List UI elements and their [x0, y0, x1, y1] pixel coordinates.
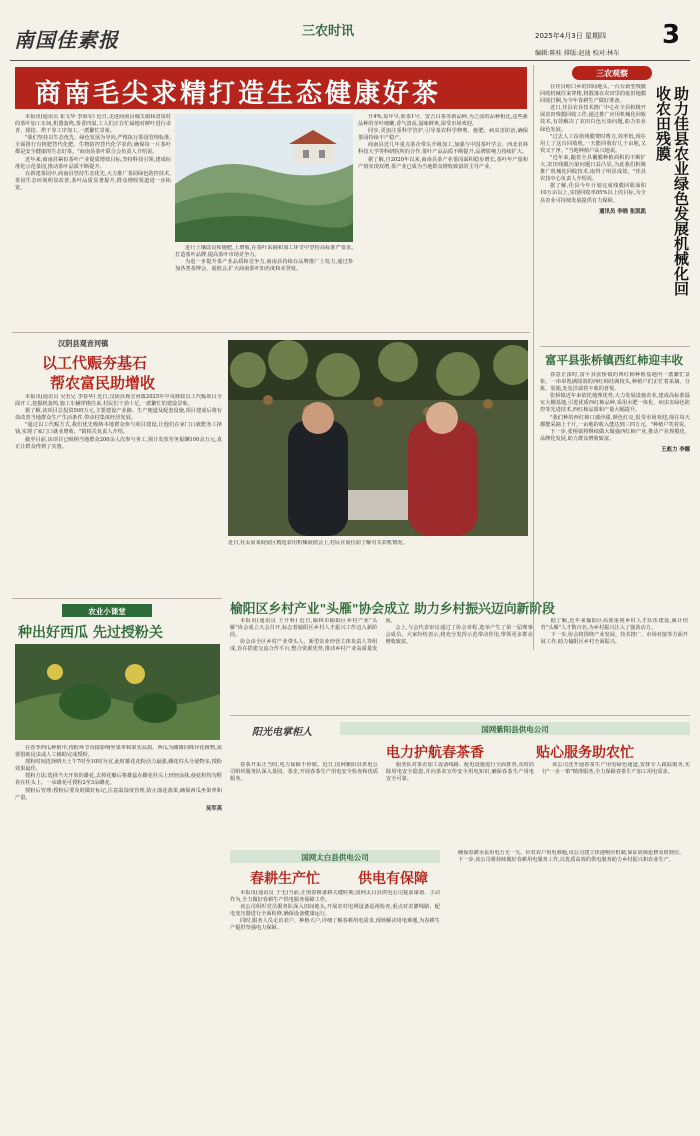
sidebar-rule [540, 346, 690, 347]
bottom-rule [230, 715, 690, 716]
watermelon-field-illustration [15, 644, 220, 740]
agri-class-paragraph: 授粉后管理:授粉后要及时做好标记,注意温湿度管理,防止落花落果,确保西瓜坐果率和产量。 [15, 787, 222, 801]
sidebar-byline: 通讯员 李晓 张凯凯 [599, 208, 646, 215]
agri-class-tag [62, 604, 152, 617]
yulin-paragraph: 据了解,近年来榆阳区高度重视乡村人才队伍建设,累计培育"头雁"人才数百名,为乡村振兴注入了强劲动力。 [540, 618, 688, 632]
paper-name: 南国佳素报 [14, 28, 119, 52]
page-number: 3 [662, 20, 681, 50]
yulin-article [230, 618, 688, 714]
sidebar-paragraph: 在佳县峪口乡的田间地头,一台台新型残膜回收机械往来穿梭,将散落在农田里的废旧地膜回收打捆,为今年春耕生产做好准备。 [540, 84, 646, 105]
lead-article-mid [175, 245, 353, 325]
main-photo-caption: 近日,在太原某商贸区精选农用机械展销会上,村民在展位前了解有关农机情况。 [228, 540, 408, 546]
lead-paragraph: "我们坚持以生态优先、绿色发展为导向,严格执行茶园管理标准,全面推行有机肥替代化肥、生物防控替代化学农药,确保每一片茶叶都是安全健康的生态好茶。"商南县茶叶联合会负责人介绍说。 [15, 135, 171, 156]
lead-right-paragraph: 同步,更加注重科学管护,引导茶农科学修剪、施肥、病虫害防治,确保茶园持续丰产稳产。 [358, 128, 528, 142]
masthead [0, 0, 700, 62]
ziyang-article [230, 762, 690, 842]
taibai-paragraph: 该公司组织党员服务队深入田间地头,开展农村电网设备巡视检查,重点对农灌线路、配电变压器进行全面检修,确保设备健康运行。 [230, 904, 440, 918]
editors-line: 编辑:陈桂 排版:赵迪 校对:林东 [535, 50, 620, 57]
yulin-paragraph: 下一步,协会将围绕产业发展、技术推广、市场对接等方面开展工作,助力榆阳区乡村全面振兴。 [540, 632, 688, 646]
sidebar-paragraph: 近日,佳县农业技术推广中心在全县积极开展农田残膜回收工作,通过推广应用机械化回收技术,有效解决了农田白色污染问题,助力农业绿色发展。 [540, 105, 646, 133]
weave-paragraph: 本报讯(通讯员 吴若兄 李春华) 近日,汉阴县观音河镇2025年中央财政以工代赈项目全面开工,挖掘机轰鸣,施工车辆穿梭往来,村民们干劲十足,一派繁忙的建设景象。 [15, 394, 222, 408]
lead-right-paragraph: 商南县近几年重点茶企带头升级加工,加强与中国茶叶学会、西北农林科技大学等科研院所的合作,茶叶产品品质不断提升,品牌影响力持续扩大。 [358, 142, 528, 156]
taibai-article [230, 890, 440, 1130]
column-tag [572, 66, 652, 80]
sidebar-paragraph: "过去人工捡拾残膜费时费力,效率低,现在用上了这台回收机,一天能回收好几十亩地,又快又干净。"当地种植户高兴地说。 [540, 133, 646, 154]
weekday: 星期四 [584, 32, 606, 40]
yulin-headline: 榆阳区乡村产业"头雁"协会成立 助力乡村振兴迈向新阶段 [230, 602, 555, 617]
taibai-article-right [448, 850, 690, 1130]
taibai-paragraph: 本报讯(通讯员 于无)当前,正值春耕备耕关键时期,国网太白县供电公司提前谋划、主动作为,全力做好春耕生产供电服务保障工作。 [230, 890, 440, 904]
ziyang-org: 国网紫阳县供电公司 [481, 725, 549, 734]
ziyang-headline-b: 贴心服务助农忙 [536, 745, 634, 761]
lead-article-left [15, 114, 171, 326]
ziyang-paragraph: 该公司还开通春茶生产用电绿色通道,安排专人跟踪服务,实行"一企一策"精准服务,全力保障春茶生产加工用电需求。 [542, 762, 690, 776]
lead-paragraph: 本报讯(通讯员 崔文华 李海军) 近日,走进商南县城关镇和清泉村的茶叶加工车间,机器轰鸣,茶香四溢,工人们正在忙碌地对鲜叶进行杀青、揉捻、烘干等工序加工,一派繁忙景象。 [15, 114, 171, 135]
lead-mid-paragraph: 进行土壤改良和施肥,上增收,在茶叶采摘和加工环节中坚持高标准严要求,打造茶叶品牌,提高茶叶市场竞争力。 [175, 245, 353, 259]
sidebar-paragraph: "近年来,随着全县覆膜种植面积的不断扩大,农田残膜污染问题日益凸显,为此我们积极推广机械化回收技术,取得了明显成效。"佳县农技中心负责人介绍说。 [540, 154, 646, 183]
agri-class-byline: 吴军英 [205, 805, 222, 812]
yulin-paragraph: 协会由全区乡村产业带头人、新型农业经营主体负责人等组成,旨在搭建交流合作平台,整合资源优势,推动乡村产业高质量发展。 [230, 618, 396, 653]
tea-garden-photo [175, 114, 353, 242]
ziyang-paragraph: 春茶开采正当时,电力保障不停歇。近日,国网紫阳县供电公司组织服务队深入茶园、茶企,开展春茶生产用电安全检查和优质服务。 [230, 762, 378, 783]
lead-paragraph: 在新建茶园中,商南县坚持生态优先,大力推广茶园绿色防控技术,茶园生态环境明显改善,茶叶品质显著提升,群众增收渠道进一步拓宽。 [15, 170, 171, 191]
ziyang-headline-a: 电力护航春茶香 [386, 745, 484, 761]
weave-article [15, 394, 222, 597]
sidebar-article2-headline: 富平县张桥镇西红柿迎丰收 [545, 353, 683, 367]
tea-garden-illustration [175, 114, 353, 242]
lead-article-right [358, 114, 528, 326]
yulin-paragraph: 会上,与会代表审议通过了协会章程,选举产生了第一届理事会成员。大家纷纷表示,将充分发挥示范带动作用,带领更多群众增收致富。 [385, 625, 533, 646]
kiwi-orchard-illustration [228, 340, 528, 536]
lead-bottom-rule [12, 332, 530, 333]
lead-banner [15, 67, 527, 109]
taibai-headline-a: 春耕生产忙 [250, 871, 320, 887]
sidebar-vertical-headline: 助力佳县农业绿色发展机械化回收农田残膜 [654, 86, 690, 296]
agri-class-tag-label: 农业小课堂 [88, 607, 126, 616]
issue-date [535, 31, 606, 41]
ziyang-tag: 阳光电掌柜人 [252, 727, 312, 738]
weave-paragraph: "通过以工代赈方式,我们优先吸纳本地群众参与项目建设,让他们在家门口就能务工挣钱,实现了家门口就业增收。"镇相关负责人介绍。 [15, 422, 222, 436]
column-rule [533, 65, 534, 650]
lead-mid-paragraph: 为进一步提升茶产业品质和竞争力,商南县持续在品牌推广上发力,通过参加各类茶博会、展销会,扩大商南茶叶知名度和美誉度。 [175, 259, 353, 273]
lead-right-paragraph: 据了解,自2020年以来,商南县茶产业茶园面积稳步增长,茶叶年产量和产值实现双增,茶产业已成为当地群众增收致富的主导产业。 [358, 156, 528, 170]
sidebar-article2-paragraph: 张桥镇近年来依托地理优势,大力发展设施农业,建成高标准温室大棚基地,引进优质西红柿品种,采用水肥一体化、病虫害绿色防控等先进技术,西红柿品质和产量大幅提升。 [540, 393, 690, 414]
weave-headline-1: 以工代赈夯基石 [42, 354, 148, 372]
weave-headline-2: 帮农富民助增收 [50, 374, 156, 392]
date: 2025年4月3日 [535, 32, 583, 40]
taibai-org-band [230, 850, 440, 863]
main-photo [228, 340, 528, 536]
mid-rule [12, 598, 222, 599]
agri-class-article [15, 745, 222, 1130]
agri-class-paragraph: 在春季西瓜种植中,授粉环节直接影响坐果率和果实品质。西瓜为雌雄同株异花植物,需要借助昆虫或人工辅助完成授粉。 [15, 745, 222, 759]
weave-paragraph: 据了解,该项目总投资500万元,主要建设产业路、生产便道及配套设施,项目建成后将有效改善当地群众生产生活条件,带动村集体经济发展。 [15, 408, 222, 422]
lead-paragraph: 近年来,商南县紧扣茶叶产业提质增效目标,坚持科技引领,建成标准化示范茶园,推动茶叶品质不断提升。 [15, 156, 171, 170]
ziyang-org-band [340, 722, 690, 735]
sidebar-paragraph: 据了解,佳县今年计划完成残膜回收面积10万亩以上,实现回收率85%以上的目标,为全县农业可持续发展提供有力保障。 [540, 183, 646, 204]
masthead-rule [10, 60, 690, 61]
sidebar-article2-paragraph: 下一步,张桥镇将继续做大做强西红柿产业,推动产业规模化、品牌化发展,助力群众增收致富。 [540, 428, 690, 442]
yulin-paragraph: 本报讯(通讯员 王升科) 近日,榆林市榆阳区乡村产业"头雁"协会成立大会召开,标志着榆阳区乡村人才振兴工作迈入新阶段。 [230, 618, 378, 639]
weave-tag: 汉阴县观音河镇 [58, 339, 109, 348]
taibai-right-paragraph: 下一步,该公司将持续做好春耕用电服务工作,以优质高效的供电服务助力乡村振兴和农业生产。 [458, 857, 674, 864]
watermelon-photo [15, 644, 220, 740]
agri-class-paragraph: 授粉方法:选择当天开放的雄花,去掉花瓣后将雄蕊在雌花柱头上轻轻涂抹,使花粉均匀附着在柱头上。一朵雄花可授粉2至3朵雌花。 [15, 773, 222, 787]
sidebar-article2-paragraph: "我们种的西红柿口感沙甜,颜色红亮,很受市场欢迎,现在每天都能采摘上千斤,一亩地的收入能达到三四万元。"种植户笑着说。 [540, 414, 690, 428]
taibai-right-paragraph: 确保春灌水泵用电万无一失。针对农户用电难题,该公司建立快速响应机制,保证故障抢修及时到位。 [458, 850, 685, 856]
sidebar-article [540, 84, 646, 340]
agri-class-headline: 种出好西瓜 先过授粉关 [18, 625, 163, 641]
lead-right-paragraph: 升4%,每年早,陕茶1号、安吉白茶等新品种,为之前的品种相比,这些新品种的芽叶细嫩,香气清高,滋味鲜爽,深受市场欢迎。 [358, 114, 528, 128]
section-title: 三农时讯 [302, 24, 355, 39]
sidebar-article2-byline: 王彪力 李娜 [661, 446, 690, 453]
taibai-paragraph: 同时,服务人员走访农户、种植大户,详细了解春耕用电需求,现场解决用电难题,为春耕生产提供坚强电力保障。 [230, 918, 440, 932]
lead-headline: 商南毛尖求精打造生态健康好茶 [35, 79, 442, 109]
sidebar-article2-paragraph: 春意正浓时,富平县张桥镇的西红柿种植基地内一派繁忙景象。一串串饱满圆润的西红柿挂满枝头,种植户们正忙着采摘、分拣、装箱,处处洋溢着丰收的喜悦。 [540, 372, 690, 393]
ziyang-paragraph: 服务队对茶企加工设备线路、配电设施进行全面排查,及时消除用电安全隐患,并向茶农宣传安全用电知识,确保春茶生产用电安全可靠。 [386, 762, 534, 783]
agri-class-paragraph: 授粉时间选择晴天上午7时至10时为宜,此时雄花花粉活力最强,雌花柱头分泌物多,授粉效果最佳。 [15, 759, 222, 773]
main-photo-caption-box [228, 540, 528, 580]
column-tag-label: 三农观察 [596, 69, 628, 78]
taibai-headline-b: 供电有保障 [358, 871, 428, 887]
weave-paragraph: 截至目前,该项目已吸纳当地群众200余人次参与务工,预计发放劳务报酬100余万元,真正让群众得到了实惠。 [15, 436, 222, 450]
taibai-org: 国网太白县供电公司 [301, 853, 369, 862]
